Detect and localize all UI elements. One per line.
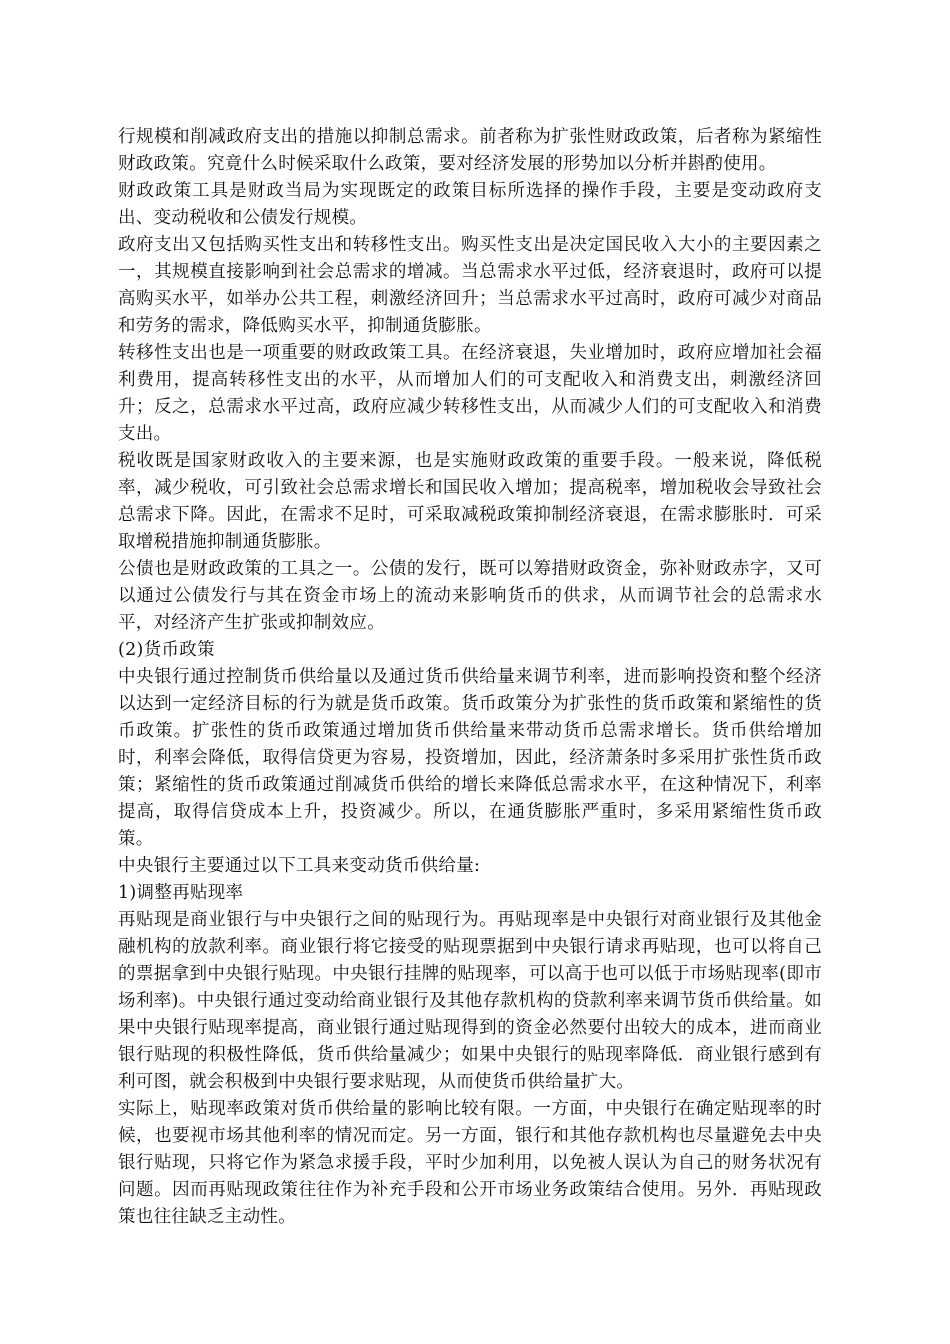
paragraph-transfer-payments: 转移性支出也是一项重要的财政政策工具。在经济衰退，失业增加时，政府应增加社会福利费用，提高转移性支出的水平，从而增加人们的可支配收入和消费支出，刺激经济回升；反之，总需求水平过高，政府应减少转移性支出，从而减少人们的可支配收入和消费支出。: [118, 343, 822, 444]
paragraph-rediscount-limits: 实际上，贴现率政策对货币供给量的影响比较有限。一方面，中央银行在确定贴现率的时候，也要视市场其他利率的情况而定。另一方面，银行和其他存款机构也尽量避免去中央银行贴现，只将它作为紧急求援手段，平时少加利用，以免被人误认为自己的财务状况有问题。因而再贴现政策往往作为补充手段和公开市场业务政策结合使用。另外．再贴现政策也往往缺乏主动性。: [118, 1099, 822, 1227]
subheading-rediscount-rate: 1)调整再贴现率: [118, 883, 244, 903]
document-body: [118, 124, 822, 1231]
paragraph-public-debt: 公债也是财政政策的工具之一。公债的发行，既可以筹措财政资金，弥补财政赤字，又可以通过公债发行与其在资金市场上的流动来影响货币的供求，从而调节社会的总需求水平，对经济产生扩张或抑制效应。: [118, 559, 822, 633]
paragraph-monetary-policy: 中央银行通过控制货币供给量以及通过货币供给量来调节利率，进而影响投资和整个经济以达到一定经济目标的行为就是货币政策。货币政策分为扩张性的货币政策和紧缩性的货币政策。扩张性的货币政策通过增加货币供给量来带动货币总需求增长。货币供给增加时，利率会降低，取得信贷更为容易，投资增加，因此，经济萧条时多采用扩张性货币政策；紧缩性的货币政策通过削减货币供给的增长来降低总需求水平，在这种情况下，利率提高，取得信贷成本上升，投资减少。所以，在通货膨胀严重时，多采用紧缩性货币政策。: [118, 667, 822, 849]
paragraph-rediscount: 再贴现是商业银行与中央银行之间的贴现行为。再贴现率是中央银行对商业银行及其他金融机构的放款利率。商业银行将它接受的贴现票据到中央银行请求再贴现，也可以将自己的票据拿到中央银行贴现。中央银行挂牌的贴现率，可以高于也可以低于市场贴现率(即市场利率)。中央银行通过变动给商业银行及其他存款机构的贷款利率来调节货币供给量。如果中央银行贴现率提高，商业银行通过贴现得到的资金必然要付出较大的成本，进而商业银行贴现的积极性降低，货币供给量减少；如果中央银行的贴现率降低．商业银行感到有利可图，就会积极到中央银行要求贴现，从而使货币供给量扩大。: [118, 910, 822, 1092]
paragraph-fiscal-policy-tools: 财政政策工具是财政当局为实现既定的政策目标所选择的操作手段，主要是变动政府支出、变动税收和公债发行规模。: [118, 181, 822, 228]
paragraph-monetary-tools-intro: 中央银行主要通过以下工具来变动货币供给量:: [118, 856, 481, 876]
paragraph-fiscal-policy-types: 行规模和削减政府支出的措施以抑制总需求。前者称为扩张性财政政策，后者称为紧缩性财政政策。究竟什么时候采取什么政策，要对经济发展的形势加以分析并斟酌使用。: [118, 127, 822, 174]
paragraph-government-spending: 政府支出又包括购买性支出和转移性支出。购买性支出是决定国民收入大小的主要因素之一，其规模直接影响到社会总需求的增减。当总需求水平过低，经济衰退时，政府可以提高购买水平，如举办公共工程，刺激经济回升；当总需求水平过高时，政府可减少对商品和劳务的需求，降低购买水平，抑制通货膨胀。: [118, 235, 822, 336]
paragraph-taxation: 税收既是国家财政收入的主要来源，也是实施财政政策的重要手段。一般来说，降低税率，减少税收，可引致社会总需求增长和国民收入增加；提高税率，增加税收会导致社会总需求下降。因此，在需求不足时，可采取减税政策抑制经济衰退，在需求膨胀时．可采取增税措施抑制通货膨胀。: [118, 451, 822, 552]
section-heading-monetary-policy: (2)货币政策: [118, 640, 215, 660]
